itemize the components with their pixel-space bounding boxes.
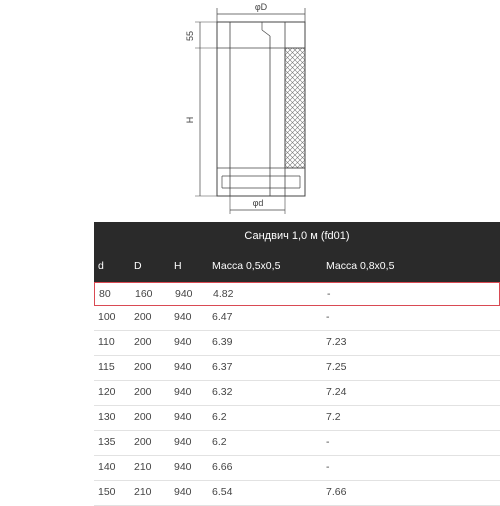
cell-H: 940 — [174, 411, 192, 423]
column-header-D: D — [134, 260, 142, 272]
cell-d: 80 — [99, 288, 111, 300]
table-title: Сандвич 1,0 м (fd01) — [244, 230, 350, 242]
cell-d: 130 — [98, 411, 116, 423]
cell-mass-05: 4.82 — [213, 288, 234, 300]
table-row[interactable] — [94, 331, 500, 356]
cell-mass-08: 7.66 — [326, 486, 347, 498]
cell-mass-08: - — [326, 461, 330, 473]
cell-mass-05: 6.32 — [212, 386, 233, 398]
cell-mass-08: 7.23 — [326, 336, 347, 348]
cell-H: 940 — [174, 386, 192, 398]
cell-H: 940 — [174, 461, 192, 473]
cell-mass-08: 7.2 — [326, 411, 341, 423]
table-body — [94, 282, 500, 506]
column-header-d: d — [98, 260, 104, 272]
table-row[interactable] — [94, 406, 500, 431]
cell-mass-05: 6.37 — [212, 361, 233, 373]
diameter-inner-label: φd — [252, 198, 264, 208]
cell-mass-05: 6.2 — [212, 436, 227, 448]
table-row[interactable] — [94, 282, 500, 306]
cell-mass-05: 6.54 — [212, 486, 233, 498]
column-header-mass-05: Масса 0,5х0,5 — [212, 260, 281, 272]
cell-d: 100 — [98, 311, 116, 323]
cell-mass-05: 6.47 — [212, 311, 233, 323]
cell-mass-05: 6.39 — [212, 336, 233, 348]
cell-d: 120 — [98, 386, 116, 398]
table-row[interactable] — [94, 381, 500, 406]
diameter-outer-label: φD — [254, 2, 268, 12]
sandwich-pipe — [217, 22, 305, 196]
cell-D: 200 — [134, 436, 152, 448]
cell-H: 940 — [174, 436, 192, 448]
cell-D: 210 — [134, 461, 152, 473]
cell-d: 140 — [98, 461, 116, 473]
collar-height-label: 55 — [185, 30, 195, 42]
cell-d: 150 — [98, 486, 116, 498]
cell-mass-08: 7.24 — [326, 386, 347, 398]
cell-d: 110 — [98, 336, 115, 348]
table-row[interactable] — [94, 306, 500, 331]
cell-mass-08: - — [326, 436, 330, 448]
cell-H: 940 — [175, 288, 193, 300]
cell-mass-05: 6.2 — [212, 411, 227, 423]
insulation-layer — [285, 48, 305, 168]
column-header-H: H — [174, 260, 182, 272]
cell-H: 940 — [174, 486, 192, 498]
cell-D: 200 — [134, 361, 152, 373]
pipe-drawing — [0, 0, 500, 222]
cell-D: 210 — [134, 486, 152, 498]
cell-D: 200 — [134, 336, 152, 348]
cell-H: 940 — [174, 361, 192, 373]
cell-D: 200 — [134, 311, 152, 323]
cell-D: 200 — [134, 411, 152, 423]
cell-D: 160 — [135, 288, 153, 300]
cell-D: 200 — [134, 386, 152, 398]
table-row[interactable] — [94, 456, 500, 481]
cell-mass-08: - — [326, 311, 330, 323]
cell-d: 115 — [98, 361, 115, 373]
cell-mass-08: - — [327, 288, 331, 300]
cell-H: 940 — [174, 336, 192, 348]
cell-H: 940 — [174, 311, 192, 323]
cell-mass-08: 7.25 — [326, 361, 347, 373]
column-header-mass-08: Масса 0,8х0,5 — [326, 260, 395, 272]
table-header — [94, 222, 500, 282]
cell-d: 135 — [98, 436, 116, 448]
table-row[interactable] — [94, 431, 500, 456]
table-row[interactable] — [94, 356, 500, 381]
table-row[interactable] — [94, 481, 500, 506]
height-label: H — [185, 116, 195, 124]
cell-mass-05: 6.66 — [212, 461, 233, 473]
